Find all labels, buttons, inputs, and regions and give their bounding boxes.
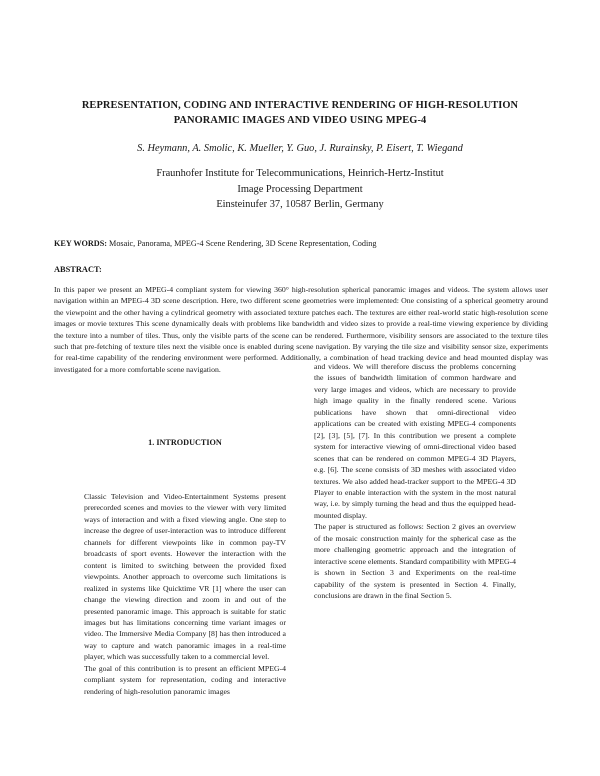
keywords-label: KEY WORDS: bbox=[54, 239, 107, 248]
abstract-text: In this paper we present an MPEG-4 compliant system for viewing 360° high-resolution spherical panoramic images and videos. The system allows user navigation within an MPEG-4 3D scene description. Here, two different scene geometries were implemented: One consisting of a spherical geometry around the viewpoint and the other having a cylindrical geometry with associated texture patches each. The textures are either real-world static high-resolution scene images or movie textures This scene dynamically deals with problems like bandwidth and video sizes to provide a real-time viewing experience by dividing the texture into a number of tiles. Thus, only the visible parts of the scene can be rendered. Furthermore, visibility sensors are associated to the texture tiles such that pre-fetching of texture tiles next the visible once is enabled during scene navigation. By varying the tile size and visibility sensor size, experiments for real-time capability of the rendering environment were performed. Additionally, a combination of head tracking device and head mounted display was investigated for a more comfortable scene navigation. bbox=[54, 285, 548, 374]
right-column bbox=[314, 361, 516, 602]
author-list: S. Heymann, A. Smolic, K. Mueller, Y. Guo, J. Rurainsky, P. Eisert, T. Wiegand bbox=[137, 143, 463, 154]
left-column bbox=[84, 491, 286, 697]
abstract-label: ABSTRACT: bbox=[54, 265, 102, 274]
keywords bbox=[54, 238, 554, 249]
affiliation-line-1: Fraunhofer Institute for Telecommunications, Heinrich-Hertz-Institut bbox=[156, 168, 444, 179]
keywords-text: Mosaic, Panorama, MPEG-4 Scene Rendering, 3D Scene Representation, Coding bbox=[109, 239, 377, 248]
intro-paragraph-3: and videos. We will therefore discuss the problems concerning the issues of bandwidth limitation of common hardware and very large images and videos, which are necessary to provide high image quality in the finally rendered scene. Various publications have shown that omni-directional video applications can be created with existing MPEG-4 components [2], [3], [5], [7]. In this contribution we present a complete system for interactive viewing of omni-directional video based scenes that can be rendered on common MPEG-4 3D Players, e.g. [6]. The scene consists of 3D meshes with associated video textures. We also added head-tracker support to the MPEG-4 3D Player to enable interaction with the system in the most natural way, i.e. by simply turning the head and thus the equipped head-mounted display. bbox=[314, 362, 516, 520]
affiliation-line-2: Image Processing Department bbox=[237, 183, 363, 195]
intro-paragraph-2: The goal of this contribution is to present an efficient MPEG-4 compliant system for representation, coding and interactive rendering of high-resolution panoramic images bbox=[84, 663, 286, 696]
affiliation-line-3: Einsteinufer 37, 10587 Berlin, Germany bbox=[216, 199, 384, 210]
intro-paragraph-1: Classic Television and Video-Entertainment Systems present prerecorded scenes and movies to the viewer with very limited ways of interaction and with a fixed viewing angle. One step to increase the degree of user-interaction was to introduce different channels for different viewpoints like in common pay-TV broadcasts of sport events. However the interaction with the content is limited to switching between the provided fixed viewpoints. Another approach to overcome such limitations is realized in systems like Quicktime VR [1] where the user can change the viewing direction and zoom in and out of the presented panoramic image. This approach is suitable for static images but has limitations concerning time variant images or video. The Immersive Media Company [8] has then introduced a way to capture and watch panoramic images in a real-time player, which was successfully taken to a commercial level. bbox=[84, 492, 286, 662]
paper-title: REPRESENTATION, CODING AND INTERACTIVE RENDERING OF HIGH-RESOLUTION PANORAMIC IMAGES AND VIDEO USING MPEG-4 bbox=[81, 100, 519, 126]
affiliation bbox=[60, 166, 540, 213]
section-heading-introduction: 1. INTRODUCTION bbox=[148, 438, 222, 447]
intro-paragraph-4: The paper is structured as follows: Section 2 gives an overview of the mosaic construction mainly for the spherical case as the more challenging geometric approach and the integration of interactive scene elements. Standard compatibility with MPEG-4 is shown in Section 3 and Experiments on the real-time capability of the system is presented in Section 4. Finally, conclusions are drawn in the final Section 5. bbox=[314, 522, 516, 601]
